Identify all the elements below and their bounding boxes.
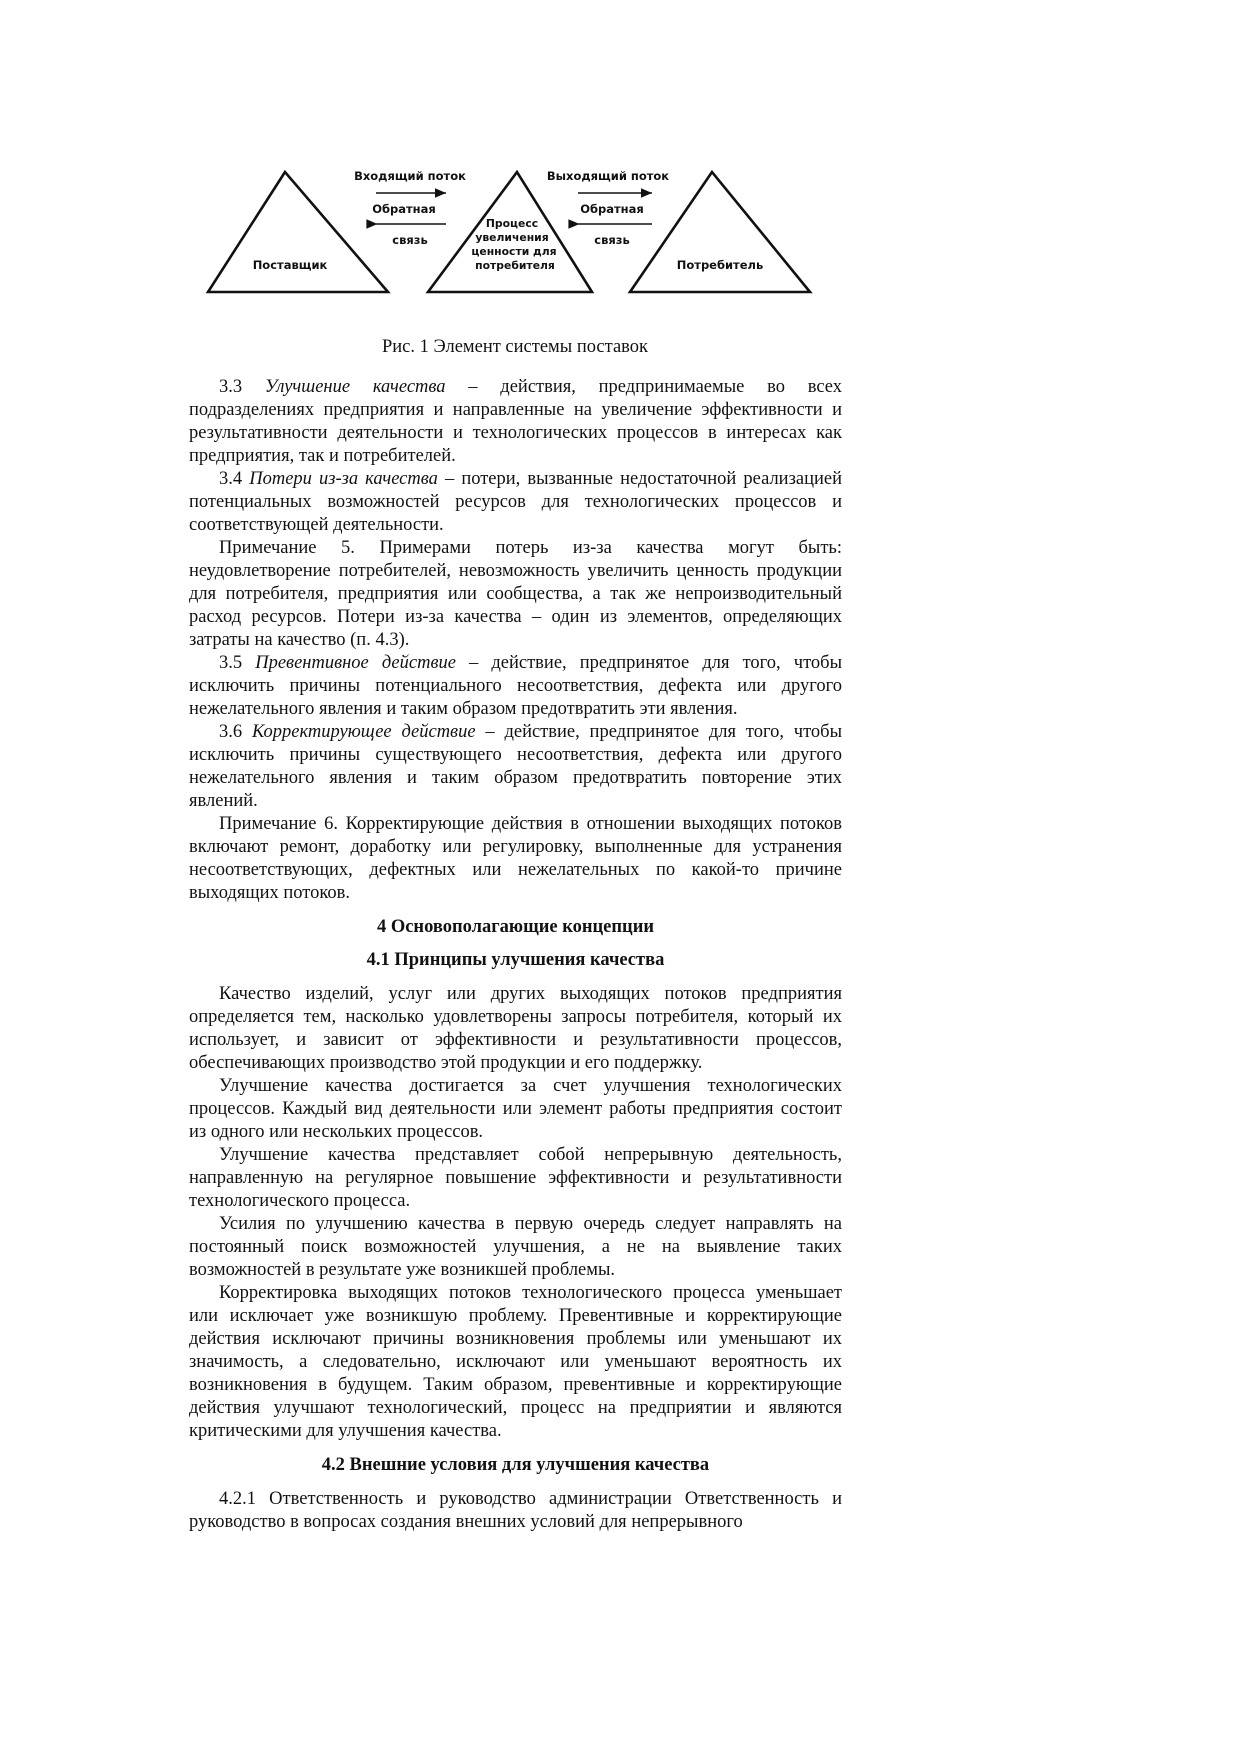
consumer-triangle [630,172,810,292]
definition-3-4 [189,468,842,537]
process-label-4: потребителя [475,259,555,272]
supplier-triangle [208,172,388,292]
definition-3-5 [189,652,842,721]
supply-system-figure [200,160,830,310]
definition-text: – действия, предпринимаемые во всех подразделениях предприятия и направленные на увеличение эффективности и результативности деятельности и технологических процессов в интересах как предприятия, так и потребителей. [189,377,842,466]
definition-text: – потери, вызванные недостаточной реализацией потенциальных возможностей ресурсов для технологических процессов и соответствующей деятельности. [189,469,843,535]
paragraph-4-1-d: Усилия по улучшению качества в первую очередь следует направлять на постоянный поиск возможностей улучшения, а не на выявление таких возможностей в результате уже возникшей проблемы. [189,1214,842,1280]
definition-text: – действие, предпринятое для того, чтобы исключить причины существующего несоответствия, дефекта или другого нежелательного явления и таким образом предотвратить повторение этих явлений. [189,722,843,811]
paragraph-4-1-a: Качество изделий, услуг или других выходящих потоков предприятия определяется тем, насколько удовлетворены запросы потребителя, который их использует, и зависит от эффективности и результативности процессов, обеспечивающих производство этой продукции и его поддержку. [189,984,842,1073]
supply-chain-diagram [200,160,830,310]
definition-3-3 [189,376,842,468]
paragraph-4-2-1: 4.2.1 Ответственность и руководство администрации Ответственность и руководство в вопросах создания внешних условий для непрерывного [189,1489,842,1532]
note-6: Примечание 6. Корректирующие действия в отношении выходящих потоков включают ремонт, доработку или регулировку, выполненные для устранения несоответствующих, дефектных или нежелательных по какой-то причине выходящих потоков. [189,814,842,903]
supplier-label: Поставщик [252,258,328,272]
term: Улучшение качества [264,377,446,397]
paragraph-4-1-b: Улучшение качества достигается за счет улучшения технологических процессов. Каждый вид деятельности или элемент работы предприятия состоит из одного или нескольких процессов. [189,1076,842,1142]
right-feedback-label-1: Обратная [580,202,644,216]
section-4-1-heading: 4.1 Принципы улучшения качества [366,950,665,970]
section-4-heading: 4 Основополагающие концепции [376,917,655,937]
consumer-label: Потребитель [676,258,764,272]
paragraph-4-1-e: Корректировка выходящих потоков технологического процесса уменьшает или исключает уже возникшую проблему. Превентивные и корректирующие действия исключают причины возникновения проблемы или уменьшают их значимость, а следовательно, исключают или уменьшают вероятность их возникновения в будущем. Таким образом, превентивные и корректирующие действия улучшают технологический, процесс на предприятии и являются критическими для улучшения качества. [189,1283,842,1441]
definition-3-6 [189,721,842,813]
note-5: Примечание 5. Примерами потерь из-за качества могут быть: неудовлетворение потребителей, невозможность увеличить ценность продукции для потребителя, предприятия или сообщества, а так же непроизводительный расход ресурсов. Потери из-за качества – один из элементов, определяющих затраты на качество (п. 4.3). [189,538,842,650]
left-feedback-label-1: Обратная [372,202,436,216]
section-4-2-heading: 4.2 Внешние условия для улучшения качества [321,1455,710,1475]
definition-text: – действие, предпринятое для того, чтобы исключить причины потенциального несоответствия, дефекта или другого нежелательного явления и таким образом предотвратить эти явления. [189,653,842,719]
figure-caption: Рис. 1 Элемент системы поставок [381,337,649,357]
clause-number: 3.4 [219,469,250,489]
incoming-flow-label: Входящий поток [354,169,466,183]
process-label-3: ценности для [471,245,557,258]
term: Превентивное действие [255,653,456,673]
process-label-1: Процесс [485,217,539,230]
process-label-2: увеличения [475,231,549,244]
term: Корректирующее действие [251,722,476,742]
left-feedback-label-2: связь [392,233,428,247]
clause-number: 3.6 [219,722,252,742]
clause-number: 3.3 [219,377,265,397]
term: Потери из-за качества [249,469,438,489]
body-text [189,376,842,1534]
outgoing-flow-label: Выходящий поток [546,169,670,183]
paragraph-4-1-c: Улучшение качества представляет собой непрерывную деятельность, направленную на регулярное повышение эффективности и результативности технологического процесса. [189,1145,842,1211]
clause-number: 3.5 [219,653,256,673]
right-feedback-label-2: связь [594,233,630,247]
